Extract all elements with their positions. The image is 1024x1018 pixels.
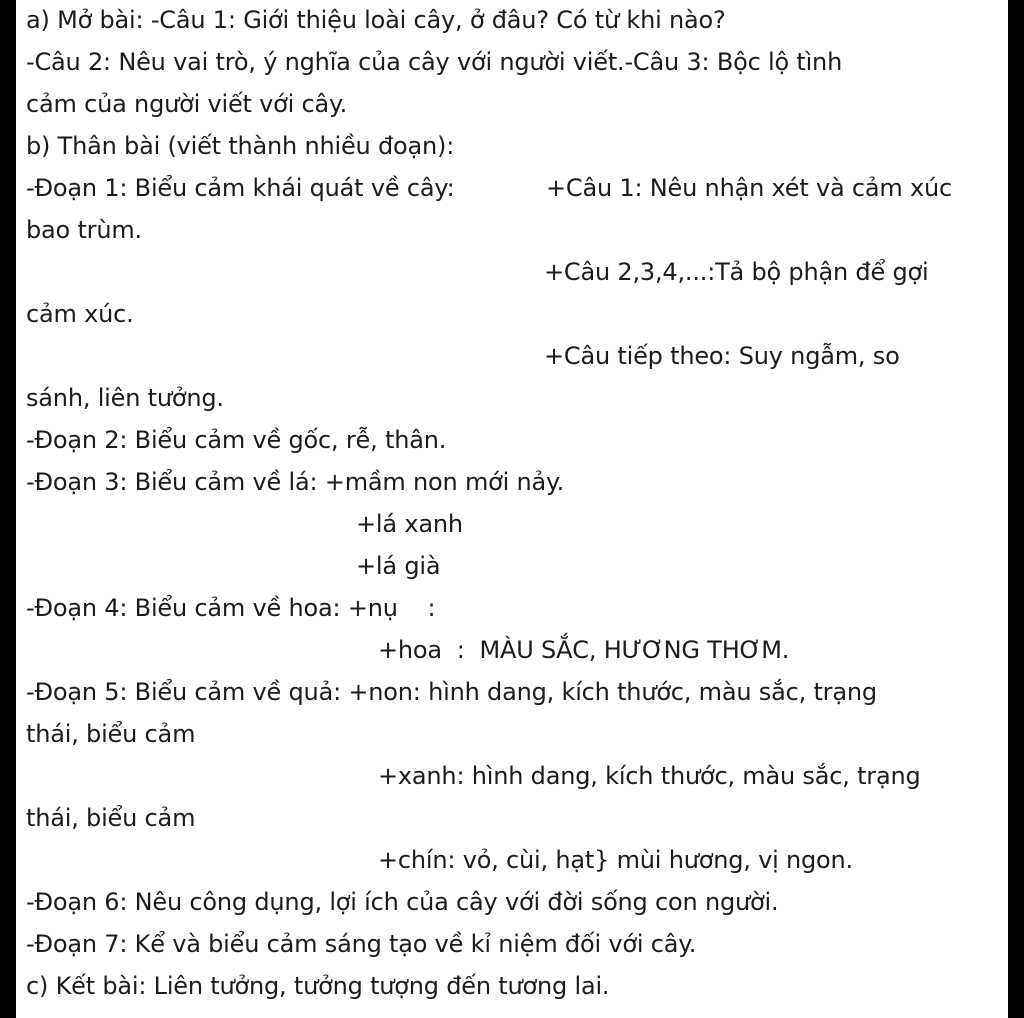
document-page xyxy=(16,0,1008,1018)
line-mo-bai-cau-2-3: -Câu 2: Nêu vai trò, ý nghĩa của cây với người viết.-Câu 3: Bộc lộ tình xyxy=(26,48,843,76)
line-doan-7: -Đoạn 7: Kể và biểu cảm sáng tạo về kỉ niệm đối với cây. xyxy=(26,930,697,958)
line-doan-5-xanh-cont: thái, biểu cảm xyxy=(26,804,196,832)
line-doan-1-cau-tiep-cont: sánh, liên tưởng. xyxy=(26,384,224,412)
line-doan-5-cont: thái, biểu cảm xyxy=(26,720,196,748)
line-mo-bai-cau-1: a) Mở bài: -Câu 1: Giới thiệu loài cây, ở đâu? Có từ khi nào? xyxy=(26,6,726,34)
line-ket-bai: c) Kết bài: Liên tưởng, tưởng tượng đến tương lai. xyxy=(26,972,610,1000)
line-doan-1-cau-2-4-cont: cảm xúc. xyxy=(26,300,134,328)
line-doan-6: -Đoạn 6: Nêu công dụng, lợi ích của cây với đời sống con người. xyxy=(26,888,779,916)
line-doan-2: -Đoạn 2: Biểu cảm về gốc, rễ, thân. xyxy=(26,426,447,454)
line-doan-5: -Đoạn 5: Biểu cảm về quả: +non: hình dang, kích thước, màu sắc, trạng xyxy=(26,678,877,706)
line-doan-5-chin: +chín: vỏ, cùi, hạt} mùi hương, vị ngon. xyxy=(378,846,853,874)
line-doan-1-cau-2-4: +Câu 2,3,4,...:Tả bộ phận để gợi xyxy=(544,258,929,286)
line-doan-3-la-gia: +lá già xyxy=(356,552,441,580)
line-doan-1-cau-1: +Câu 1: Nêu nhận xét và cảm xúc xyxy=(546,174,953,202)
line-than-bai-heading: b) Thân bài (viết thành nhiều đoạn): xyxy=(26,132,455,160)
line-mo-bai-cont: cảm của người viết với cây. xyxy=(26,90,348,118)
line-doan-3: -Đoạn 3: Biểu cảm về lá: +mầm non mới nảy. xyxy=(26,468,565,496)
line-doan-3-la-xanh: +lá xanh xyxy=(356,510,463,538)
line-doan-1-cont: bao trùm. xyxy=(26,216,142,244)
line-doan-4-hoa: +hoa : MÀU SẮC, HƯƠNG THƠM. xyxy=(378,636,790,664)
line-doan-5-xanh: +xanh: hình dang, kích thước, màu sắc, trạng xyxy=(378,762,921,790)
line-doan-1-cau-tiep: +Câu tiếp theo: Suy ngẫm, so xyxy=(544,342,900,370)
line-doan-4: -Đoạn 4: Biểu cảm về hoa: +nụ : xyxy=(26,594,436,622)
line-doan-1: -Đoạn 1: Biểu cảm khái quát về cây: xyxy=(26,174,455,202)
